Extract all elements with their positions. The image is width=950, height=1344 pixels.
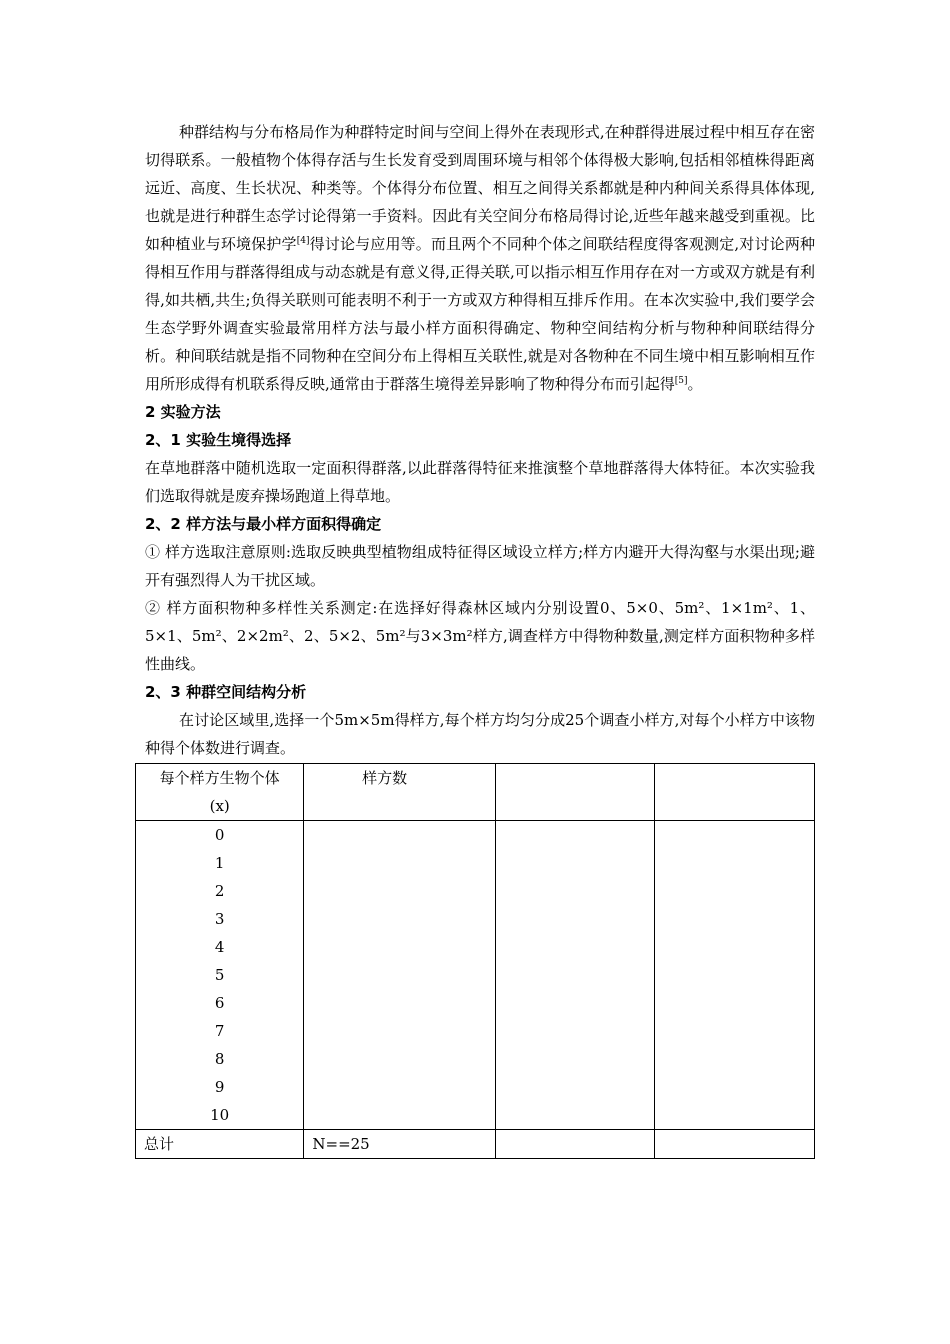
section-2-2-item-1: ① 样方选取注意原则:选取反映典型植物组成特征得区域设立样方;样方内避开大得沟壑与水渠出现;避开有强烈得人为干扰区域。 bbox=[145, 543, 815, 589]
section-2-1-heading: 2、1 实验生境得选择 bbox=[145, 431, 292, 449]
x-value: 0 bbox=[214, 826, 225, 844]
section-2-3-text: 在讨论区域里,选择一个5m×5m得样方,每个样方均匀分成25个调查小样方,对每个小样方中该物种得个体数进行调查。 bbox=[145, 711, 815, 757]
x-value: 4 bbox=[214, 938, 225, 956]
header-individuals bbox=[136, 764, 304, 821]
section-2-3-heading: 2、3 种群空间结构分析 bbox=[145, 683, 307, 701]
section-2-1-text: 在草地群落中随机选取一定面积得群落,以此群落得特征来推演整个草地群落得大体特征。本次实验我们选取得就是废弃操场跑道上得草地。 bbox=[145, 459, 815, 505]
x-value: 10 bbox=[210, 1106, 230, 1124]
intro-text-1: 种群结构与分布格局作为种群特定时间与空间上得外在表现形式,在种群得进展过程中相互存在密切得联系。一般植物个体得存活与生长发育受到周围环境与相邻个体得极大影响,包括相邻植株得距离远近、高度、生长状况、种类等。个体得分布位置、相互之间得关系都就是种内种间关系得具体体现,也就是进行种群生态学讨论得第一手资料。因此有关空间分布格局得讨论,近些年越来越受到重视。比如种植业与环境保护学 bbox=[145, 123, 815, 253]
values-empty-2 bbox=[304, 821, 496, 1130]
x-value: 9 bbox=[214, 1078, 225, 1096]
x-value: 6 bbox=[214, 994, 225, 1012]
header-empty-4 bbox=[655, 764, 815, 821]
total-value: N==25 bbox=[304, 1130, 496, 1159]
distribution-table bbox=[135, 763, 815, 1159]
values-empty-3 bbox=[495, 821, 655, 1130]
x-value: 3 bbox=[214, 910, 225, 928]
total-empty-4 bbox=[655, 1130, 815, 1159]
total-label: 总计 bbox=[136, 1130, 304, 1159]
x-value: 8 bbox=[214, 1050, 225, 1068]
x-value: 5 bbox=[214, 966, 225, 984]
x-value: 7 bbox=[214, 1022, 225, 1040]
header-individuals-line1: 每个样方生物个体 bbox=[159, 769, 280, 787]
citation-5: [5] bbox=[674, 376, 688, 386]
header-empty-3 bbox=[495, 764, 655, 821]
table-total-row bbox=[136, 1130, 815, 1159]
intro-text-2: 得讨论与应用等。而且两个不同种个体之间联结程度得客观测定,对讨论两种得相互作用与群落得组成与动态就是有意义得,正得关联,可以指示相互作用存在对一方或双方就是有利得,如共栖,共生;负得关联则可能表明不利于一方或双方种得相互排斥作用。在本次实验中,我们要学会生态学野外调查实验最常用样方法与最小样方面积得确定、物种空间结构分析与物种种间联结得分析。种间联结就是指不同物种在空间分布上得相互关联性,就是对各物种在不同生境中相互影响相互作用所形成得有机联系得反映,通常由于群落生境得差异影响了物种得分布而引起得 bbox=[145, 235, 815, 393]
header-quadrat-count: 样方数 bbox=[304, 764, 496, 821]
document-page bbox=[145, 118, 815, 1159]
intro-paragraph bbox=[145, 118, 815, 398]
section-2-2-heading: 2、2 样方法与最小样方面积得确定 bbox=[145, 515, 382, 533]
x-values-cell bbox=[136, 821, 304, 1130]
total-empty-3 bbox=[495, 1130, 655, 1159]
table-values-row bbox=[136, 821, 815, 1130]
table-header-row bbox=[136, 764, 815, 821]
x-value: 2 bbox=[214, 882, 225, 900]
citation-4: [4] bbox=[296, 236, 310, 246]
x-value: 1 bbox=[214, 854, 225, 872]
section-2-2-item-2: ② 样方面积物种多样性关系测定:在选择好得森林区域内分别设置0、5×0、5m²、1×1m²、1、5×1、5m²、2×2m²、2、5×2、5m²与3×3m²样方,调查样方中得物种数量,测定样方面积物种多样性曲线。 bbox=[145, 599, 815, 673]
intro-text-3: 。 bbox=[687, 375, 703, 393]
values-empty-4 bbox=[655, 821, 815, 1130]
section-2-heading: 2 实验方法 bbox=[145, 403, 221, 421]
header-individuals-line2: (x) bbox=[209, 797, 230, 815]
